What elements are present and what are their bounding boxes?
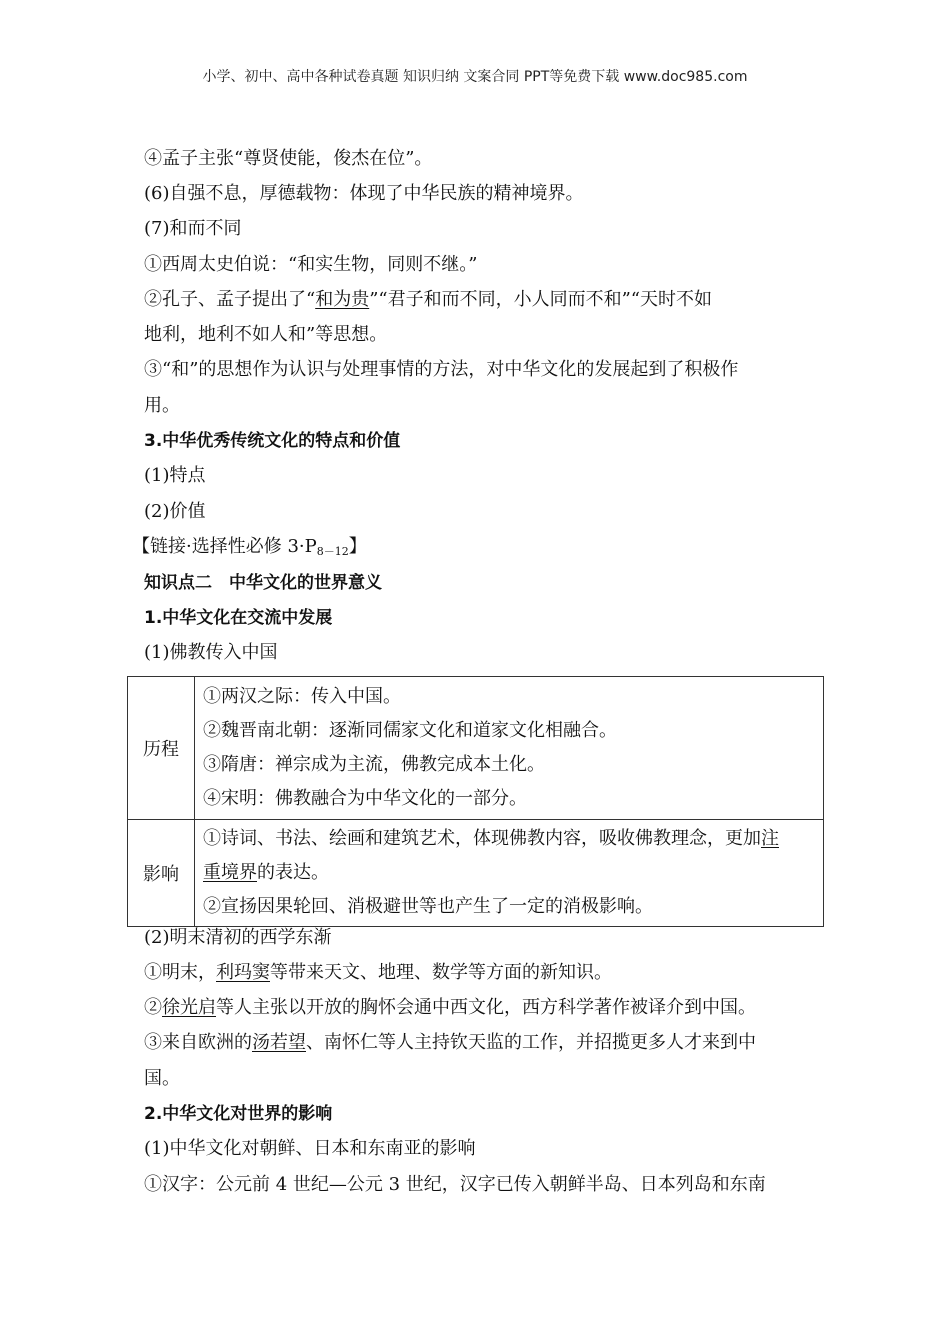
text-segment: ②孔子、孟子提出了“	[144, 289, 316, 310]
text-segment: 的表达。	[257, 862, 329, 883]
table-row	[128, 677, 824, 820]
underlined-term: 徐光启	[162, 997, 216, 1018]
text-line: (2)价值	[144, 501, 206, 522]
text-segment: 】	[348, 536, 367, 557]
list-item	[203, 822, 817, 856]
text-segment: 等带来天文、地理、数学等方面的新知识。	[270, 962, 612, 983]
text-line: (7)和而不同	[144, 218, 242, 239]
text-line: ①汉字：公元前 4 世纪—公元 3 世纪，汉字已传入朝鲜半岛、日本列岛和东南	[144, 1174, 766, 1195]
list-item: ③隋唐：禅宗成为主流，佛教完成本土化。	[203, 754, 545, 775]
text-segment: ”“君子和而不同，小人同而不和”“天时不如	[369, 289, 713, 310]
text-line: (6)自强不息，厚德载物：体现了中华民族的精神境界。	[144, 183, 584, 204]
text-line: 用。	[144, 395, 180, 416]
text-line: (2)明末清初的西学东渐	[144, 927, 332, 948]
link-reference	[132, 535, 812, 564]
text-segment: 等人主张以开放的胸怀会通中西文化，西方科学著作被译介到中国。	[216, 997, 756, 1018]
buddhism-table	[127, 676, 824, 927]
underlined-term: 汤若望	[252, 1032, 306, 1053]
text-line: 国。	[144, 1068, 180, 1089]
text-segment: ③来自欧洲的	[144, 1032, 252, 1053]
text-line	[144, 961, 824, 985]
text-line: ④孟子主张“尊贤使能，俊杰在位”。	[144, 148, 433, 169]
text-line: (1)中华文化对朝鲜、日本和东南亚的影响	[144, 1138, 476, 1159]
subscript: 8－12	[316, 545, 349, 558]
text-line: ③“和”的思想作为认识与处理事情的方法，对中华文化的发展起到了积极作	[144, 359, 739, 380]
section-heading: 1.中华文化在交流中发展	[144, 608, 333, 628]
text-line: (1)特点	[144, 465, 206, 486]
list-item	[203, 856, 817, 890]
text-segment: 、南怀仁等人主持钦天监的工作，并招揽更多人才来到中	[306, 1032, 756, 1053]
text-line: (1)佛教传入中国	[144, 642, 278, 663]
list-item: ②魏晋南北朝：逐渐同儒家文化和道家文化相融合。	[203, 720, 617, 741]
page-header: 小学、初中、高中各种试卷真题 知识归纳 文案合同 PPT等免费下载 www.doc985.com	[202, 69, 748, 85]
row-label: 历程	[128, 677, 195, 820]
section-heading: 2.中华文化对世界的影响	[144, 1104, 333, 1124]
text-line: ①西周太史伯说：“和实生物，同则不继。”	[144, 254, 478, 275]
text-line	[144, 1031, 824, 1055]
text-segment: ①明末，	[144, 962, 216, 983]
text-segment: 【链接·选择性必修 3·P	[132, 536, 317, 557]
row-content	[195, 820, 824, 927]
text-segment: ②	[144, 997, 162, 1018]
underlined-term: 和为贵	[315, 289, 370, 310]
text-line	[144, 996, 824, 1020]
section-heading: 3.中华优秀传统文化的特点和价值	[144, 431, 401, 451]
underlined-term: 注	[761, 828, 779, 849]
underlined-term: 利玛窦	[216, 962, 270, 983]
list-item: ①两汉之际：传入中国。	[203, 686, 401, 707]
list-item: ②宣扬因果轮回、消极避世等也产生了一定的消极影响。	[203, 896, 653, 917]
table-row	[128, 820, 824, 927]
row-label: 影响	[128, 820, 195, 927]
text-line	[144, 288, 824, 312]
section-heading: 知识点二 中华文化的世界意义	[144, 573, 382, 593]
text-line: 地利，地利不如人和”等思想。	[144, 324, 388, 345]
underlined-term: 重境界	[203, 862, 257, 883]
row-content	[195, 677, 824, 820]
list-item: ④宋明：佛教融合为中华文化的一部分。	[203, 788, 527, 809]
text-segment: ①诗词、书法、绘画和建筑艺术，体现佛教内容，吸收佛教理念，更加	[203, 828, 761, 849]
